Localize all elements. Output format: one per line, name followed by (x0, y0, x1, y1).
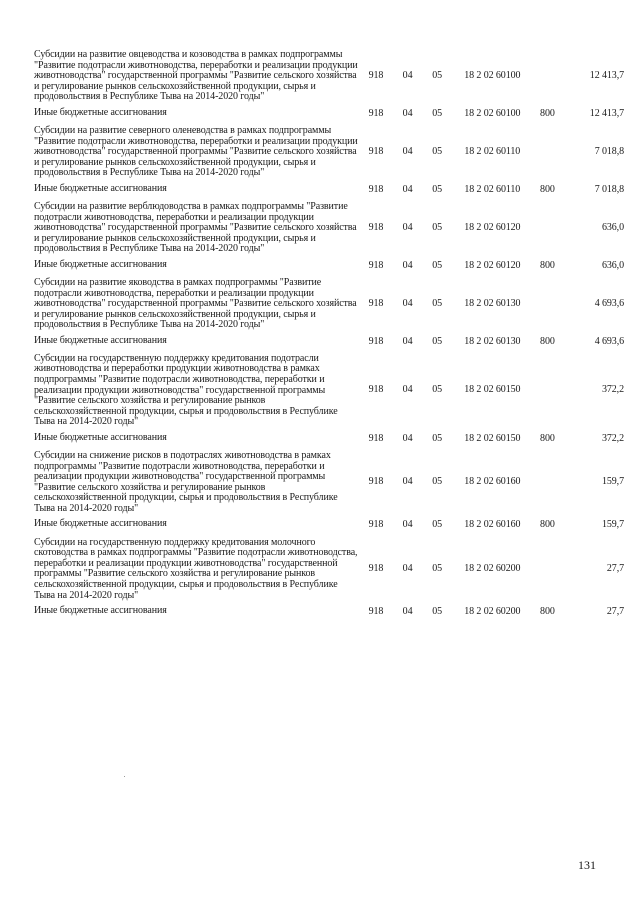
amount-value: 4 693,6 (594, 297, 624, 309)
target-article-code: 18 2 02 60200 (464, 605, 521, 617)
section-code: 04 (402, 145, 413, 157)
subsection-code: 05 (432, 69, 443, 81)
amount-value: 27,7 (606, 562, 624, 574)
budget-page (34, 46, 624, 620)
row-description: Иные бюджетные ассигнования (34, 518, 167, 530)
section-code: 04 (402, 476, 413, 488)
amount-value: 4 693,6 (594, 335, 624, 347)
ministry-code: 918 (368, 221, 384, 233)
subsection-code: 05 (432, 183, 443, 195)
target-article-code: 18 2 02 60160 (464, 519, 521, 531)
subsection-code: 05 (432, 259, 443, 271)
expense-type-code (532, 46, 563, 106)
target-article-code: 18 2 02 60120 (464, 259, 521, 271)
expense-type-code: 800 (540, 605, 555, 617)
amount-value: 7 018,8 (594, 145, 624, 157)
target-article-code: 18 2 02 60150 (464, 432, 521, 444)
subsidy-row (34, 350, 624, 431)
target-article-code: 18 2 02 60110 (464, 183, 521, 195)
row-description: Иные бюджетные ассигнования (34, 431, 167, 443)
ministry-code: 918 (368, 335, 384, 347)
subsection-code: 05 (432, 432, 443, 444)
subsection-code: 05 (432, 476, 443, 488)
target-article-code: 18 2 02 60200 (464, 562, 521, 574)
subsection-code: 05 (432, 297, 443, 309)
subsection-code: 05 (432, 221, 443, 233)
expense-type-code: 800 (540, 107, 555, 119)
target-article-code: 18 2 02 60130 (464, 297, 521, 309)
amount-value: 372,2 (601, 384, 624, 396)
scan-speck (124, 776, 125, 777)
ministry-code: 918 (368, 259, 384, 271)
subsidy-row (34, 447, 624, 518)
subsidy-row (34, 122, 624, 182)
ministry-code: 918 (368, 145, 384, 157)
amount-value: 372,2 (601, 432, 624, 444)
ministry-code: 918 (368, 183, 384, 195)
section-code: 04 (402, 107, 413, 119)
expense-type-code (532, 122, 563, 182)
amount-value: 636,0 (601, 259, 624, 271)
row-description: Иные бюджетные ассигнования (34, 334, 167, 346)
section-code: 04 (402, 432, 413, 444)
amount-value: 12 413,7 (589, 107, 624, 119)
expense-type-code: 800 (540, 335, 555, 347)
section-code: 04 (402, 221, 413, 233)
ministry-code: 918 (368, 69, 384, 81)
row-description: Иные бюджетные ассигнования (34, 182, 167, 194)
row-description: Субсидии на развитие верблюдоводства в рамках подпрограммы "Развитие подотрасли животноводства, переработки и реализации продукции животноводства" государственной программы "Развитие сельского хозяйства и регулирование рынков сельскохозяйственной продукции, сырья и продовольствия в Республике Тыва на 2014-2020 годы" (34, 200, 357, 255)
ministry-code: 918 (368, 605, 384, 617)
subsidy-row (34, 46, 624, 106)
allocation-row (34, 182, 624, 198)
section-code: 04 (402, 297, 413, 309)
expense-type-code (532, 274, 563, 334)
expense-type-code (532, 198, 563, 258)
row-description: Субсидии на государственную поддержку кредитования молочного скотоводства в рамках подпрограммы "Развитие подотрасли животноводства, переработки и реализации продукции животноводства" государственной программы "Развитие сельского хозяйства и регулирование рынков сельскохозяйственной продукции, сырья и продовольствия в Республике Тыва на 2014-2020 годы" (34, 536, 358, 601)
expense-type-code: 800 (540, 432, 555, 444)
ministry-code: 918 (368, 384, 384, 396)
allocation-row (34, 431, 624, 447)
amount-value: 27,7 (606, 605, 624, 617)
subsection-code: 05 (432, 145, 443, 157)
section-code: 04 (402, 183, 413, 195)
row-description: Субсидии на снижение рисков в подотраслях животноводства в рамках подпрограммы "Развитие подотрасли животноводства, переработки и реализации продукции животноводства" государственной программы "Развитие сельского хозяйства и регулирование рынков сельскохозяйственной продукции, сырья и продовольствия в Республике Тыва на 2014-2020 годы" (34, 450, 338, 514)
section-code: 04 (402, 605, 413, 617)
subsection-code: 05 (432, 335, 443, 347)
allocation-row (34, 604, 624, 620)
allocation-row (34, 518, 624, 534)
target-article-code: 18 2 02 60120 (464, 221, 521, 233)
section-code: 04 (402, 335, 413, 347)
section-code: 04 (402, 562, 413, 574)
subsidy-row (34, 274, 624, 334)
row-description: Субсидии на развитие яководства в рамках подпрограммы "Развитие подотрасли животноводства, переработки и реализации продукции животноводства" государственной программы "Развитие сельского хозяйства и регулирование рынков сельскохозяйственной продукции, сырья и продовольствия в Республике Тыва на 2014-2020 годы" (34, 276, 357, 331)
expense-type-code (532, 447, 563, 518)
target-article-code: 18 2 02 60130 (464, 335, 521, 347)
subsidy-row (34, 534, 624, 605)
row-description: Субсидии на развитие овцеводства и козоводства в рамках подпрограммы "Развитие подотрасли животноводства, переработки и реализации продукции животноводства" государственной программы "Развитие сельского хозяйства и регулирование рынков сельскохозяйственной продукции, сырья и продовольствия в Республике Тыва на 2014-2020 годы" (34, 49, 358, 103)
ministry-code: 918 (368, 297, 384, 309)
subsection-code: 05 (432, 562, 443, 574)
subsection-code: 05 (432, 107, 443, 119)
amount-value: 159,7 (601, 519, 624, 531)
subsection-code: 05 (432, 519, 443, 531)
budget-table (34, 46, 624, 620)
target-article-code: 18 2 02 60110 (464, 145, 521, 157)
expense-type-code: 800 (540, 519, 555, 531)
ministry-code: 918 (368, 562, 384, 574)
row-description: Иные бюджетные ассигнования (34, 604, 167, 616)
target-article-code: 18 2 02 60100 (464, 107, 521, 119)
ministry-code: 918 (368, 476, 384, 488)
amount-value: 159,7 (601, 476, 624, 488)
amount-value: 12 413,7 (589, 69, 624, 81)
budget-table-body (34, 46, 624, 620)
amount-value: 7 018,8 (594, 183, 624, 195)
allocation-row (34, 258, 624, 274)
section-code: 04 (402, 384, 413, 396)
row-description: Субсидии на развитие северного оленеводства в рамках подпрограммы "Развитие подотрасли животноводства, переработки и реализации продукции животноводства" государственной программы "Развитие сельского хозяйства и регулирование рынков сельскохозяйственной продукции, сырья и продовольствия в Республике Тыва на 2014-2020 годы" (34, 124, 358, 179)
ministry-code: 918 (368, 519, 384, 531)
subsidy-row (34, 198, 624, 258)
row-description: Субсидии на государственную поддержку кредитования подотрасли животноводства и переработки продукции животноводства в рамках подпрограммы "Развитие подотрасли животноводства, переработки и реализации продукции животноводства" государственной программы "Развитие сельского хозяйства и регулирование рынков сельскохозяйственной продукции, сырья и продовольствия в Республике Тыва на 2014-2020 годы" (34, 352, 338, 428)
target-article-code: 18 2 02 60150 (464, 384, 521, 396)
allocation-row (34, 106, 624, 122)
expense-type-code: 800 (540, 259, 555, 271)
amount-value: 636,0 (601, 221, 624, 233)
row-description: Иные бюджетные ассигнования (34, 106, 167, 118)
subsection-code: 05 (432, 605, 443, 617)
target-article-code: 18 2 02 60160 (464, 476, 521, 488)
ministry-code: 918 (368, 432, 384, 444)
ministry-code: 918 (368, 107, 384, 119)
section-code: 04 (402, 519, 413, 531)
subsection-code: 05 (432, 384, 443, 396)
expense-type-code: 800 (540, 183, 555, 195)
section-code: 04 (402, 69, 413, 81)
target-article-code: 18 2 02 60100 (464, 69, 521, 81)
section-code: 04 (402, 259, 413, 271)
expense-type-code (532, 350, 563, 431)
row-description: Иные бюджетные ассигнования (34, 258, 167, 270)
allocation-row (34, 334, 624, 350)
expense-type-code (532, 534, 563, 605)
page-number: 131 (578, 858, 596, 872)
